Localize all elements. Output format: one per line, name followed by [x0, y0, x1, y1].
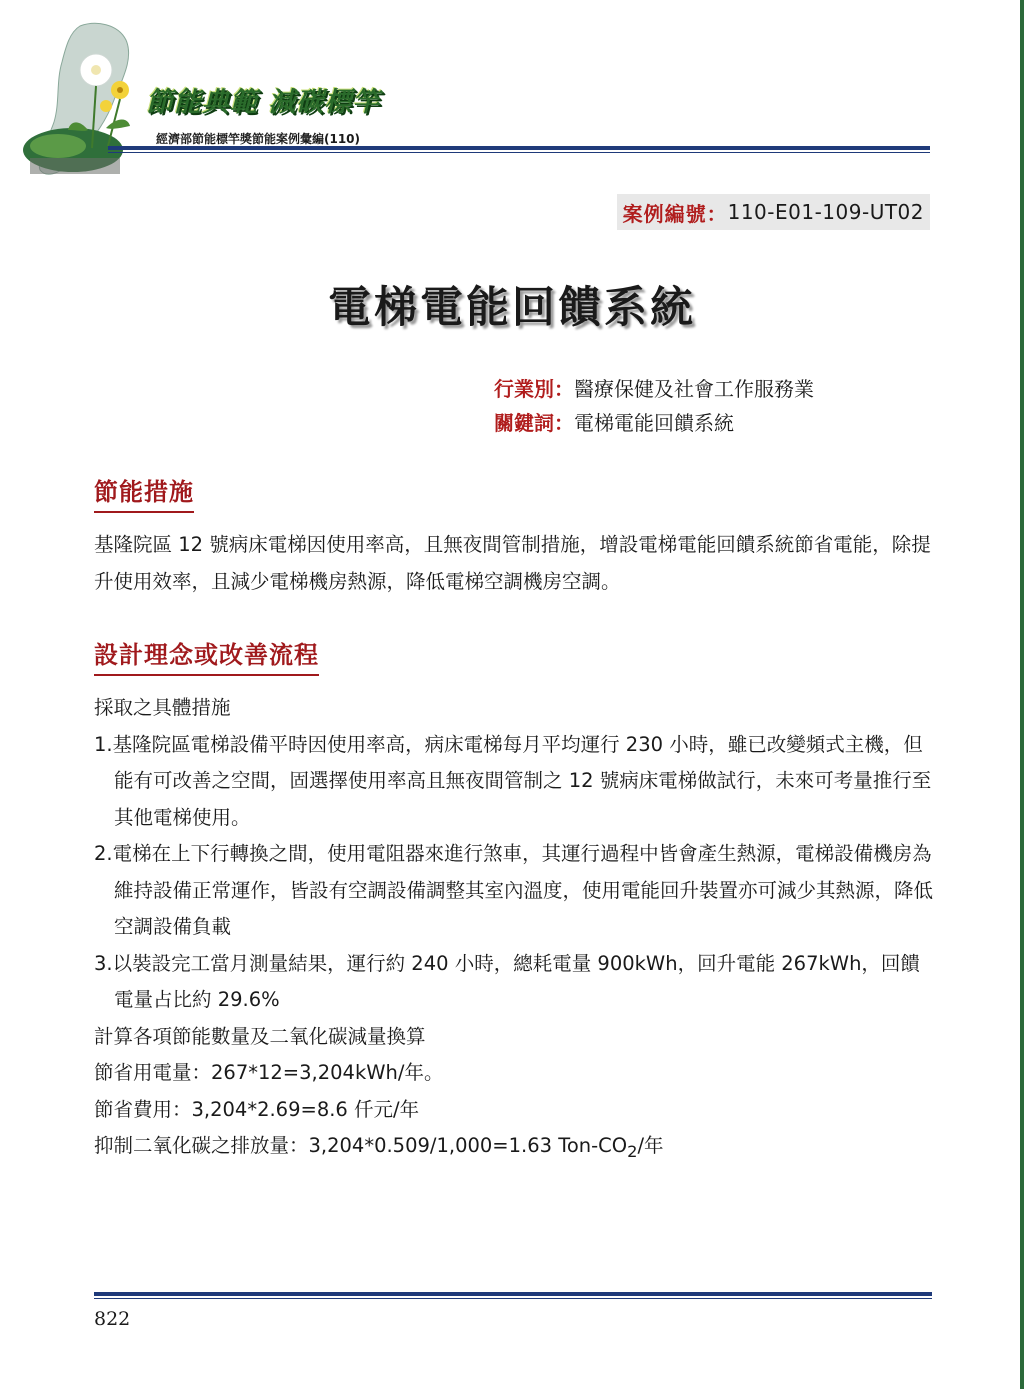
industry-value: 醫療保健及社會工作服務業: [574, 377, 814, 401]
list-item: 1.基隆院區電梯設備平時因使用率高，病床電梯每月平均運行 230 小時，雖已改變頻式主機，但能有可改善之空間，固選擇使用率高且無夜間管制之 12 號病床電梯做試行，未來可考量推行至其他電梯使用。: [94, 732, 932, 829]
header-rule: [108, 146, 930, 153]
logo-subtitle: 經濟部節能標竿獎節能案例彙編(110): [156, 132, 361, 146]
logo-title: 節能典範 減碳標竿: [146, 87, 381, 118]
section-heading-design: 設計理念或改善流程: [94, 635, 319, 676]
calc-co2-subscript: 2: [627, 1141, 638, 1161]
measures-paragraph: 基隆院區 12 號病床電梯因使用率高，且無夜間管制措施，增設電梯電能回饋系統節省電能，除提升使用效率，且減少電梯機房熱源，降低電梯空調機房空調。: [94, 533, 931, 593]
calc-power: 節省用電量：267*12=3,204kWh/年。: [94, 1061, 444, 1084]
case-number-value: 110-E01-109-UT02: [727, 200, 924, 224]
keyword-value: 電梯電能回饋系統: [574, 411, 734, 435]
design-body: [94, 690, 934, 1170]
document-title: 電梯電能回饋系統: [328, 283, 696, 333]
calc-intro: 計算各項節能數量及二氧化碳減量換算: [94, 1024, 426, 1048]
industry-label: 行業別：: [494, 377, 574, 401]
keyword-label: 關鍵詞：: [494, 411, 574, 435]
list-item: 2.電梯在上下行轉換之間，使用電阻器來進行煞車，其運行過程中皆會產生熱源，電梯設備機房為維持設備正常運作，皆設有空調設備調整其室內溫度，使用電能回升裝置亦可減少其熱源，降低空調設備負載: [94, 842, 934, 938]
section-heading-measures: 節能措施: [94, 472, 194, 513]
calc-co2-suffix: /年: [637, 1134, 664, 1157]
page-number: 822: [94, 1308, 131, 1330]
calc-cost: 節省費用：3,204*2.69=8.6 仟元/年: [94, 1097, 420, 1121]
right-edge-band: [1020, 0, 1024, 1389]
calc-co2: [94, 1128, 934, 1170]
case-number-label: 案例編號：: [622, 201, 728, 226]
case-number-box: [617, 194, 930, 230]
list-item: 3.以裝設完工當月測量結果，運行約 240 小時，總耗電量 900kWh，回升電能 267kWh，回饋電量占比約 29.6%: [94, 951, 920, 1011]
industry-row: [494, 372, 814, 406]
calc-co2-prefix: 抑制二氧化碳之排放量：3,204*0.509/1,000=1.63 Ton-CO: [94, 1134, 628, 1157]
keyword-row: [494, 406, 814, 440]
design-intro: 採取之具體措施: [94, 696, 231, 719]
case-meta: [494, 372, 814, 440]
footer-rule: [94, 1292, 932, 1300]
